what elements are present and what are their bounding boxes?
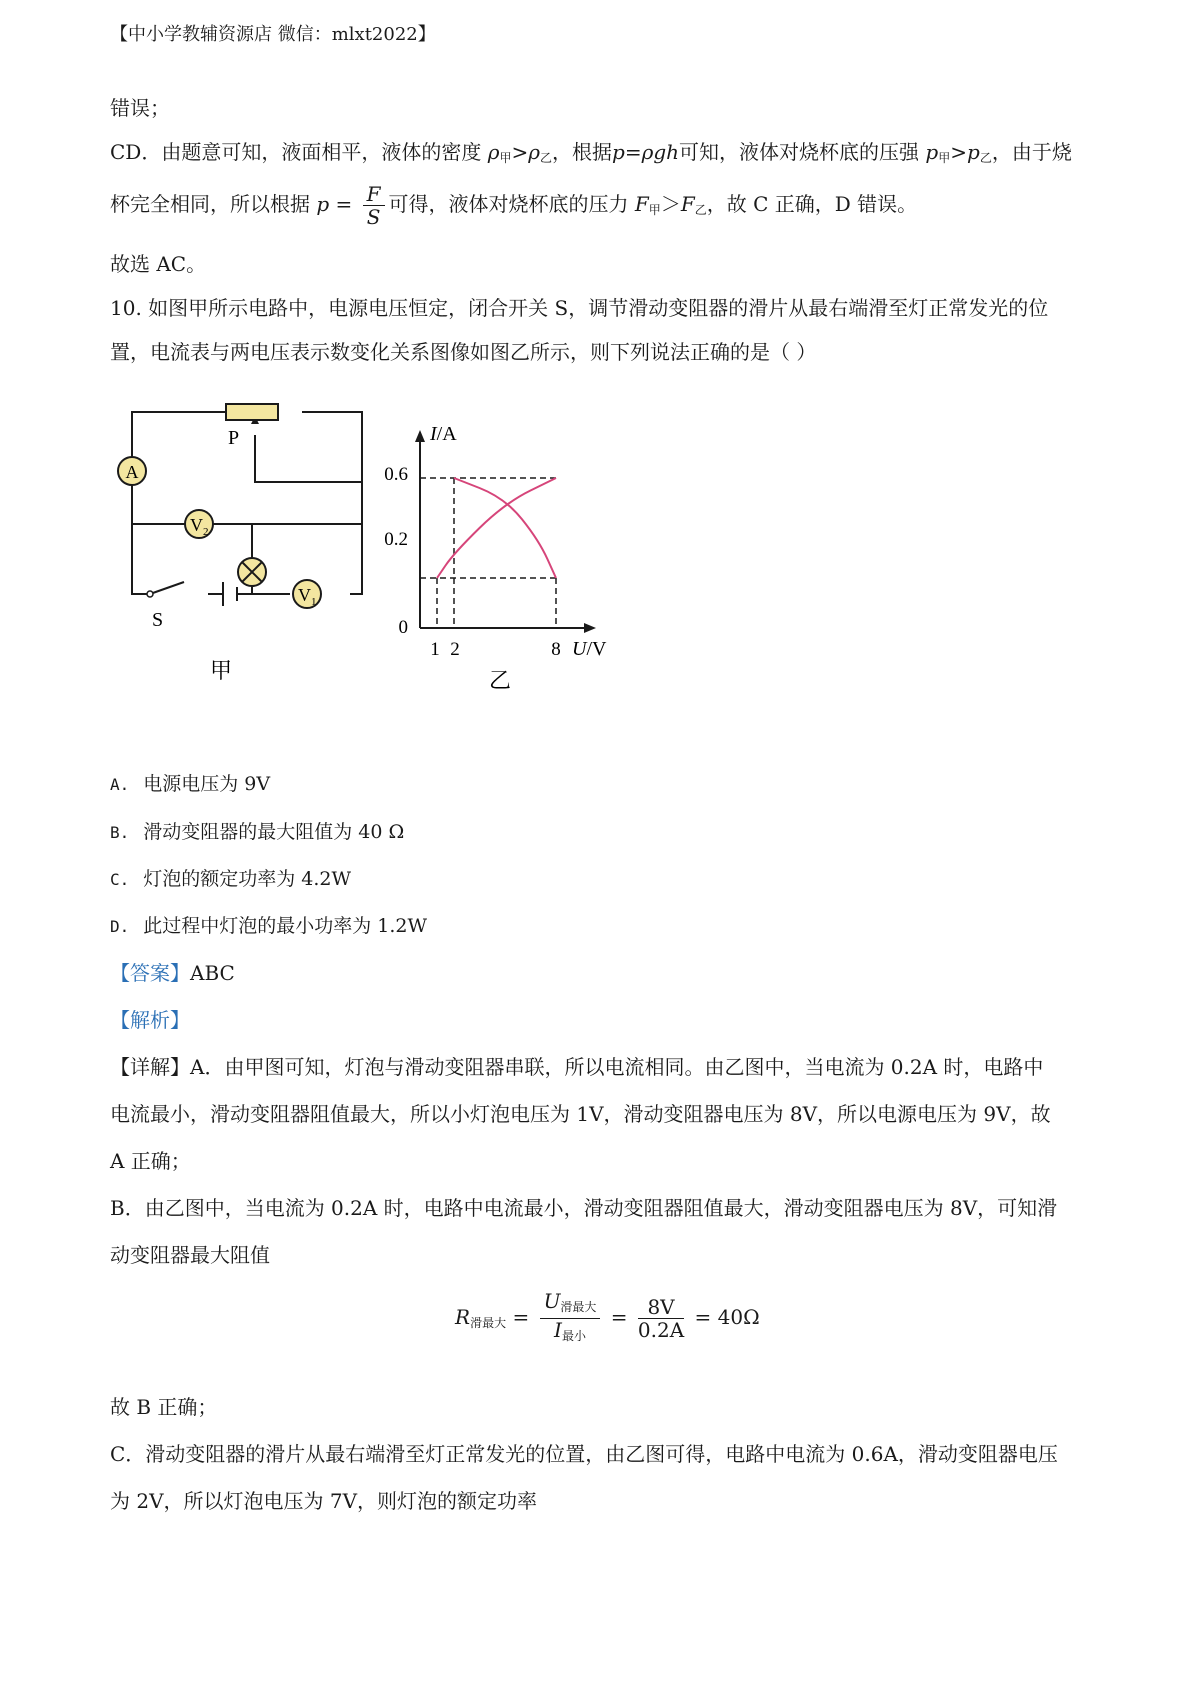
pressure-formula: p=ρgh xyxy=(612,140,680,164)
text-line: 错误； xyxy=(110,96,170,120)
detail-line: 为 2V，所以灯泡电压为 7V，则灯泡的额定功率 xyxy=(110,1489,538,1513)
option-key: A. xyxy=(110,775,130,794)
gt-symbol: ＞ xyxy=(660,192,681,216)
F-symbol: F xyxy=(634,192,649,216)
subscript: 甲 xyxy=(648,203,661,217)
graph-curve-1 xyxy=(437,478,556,578)
text-segment: ，故 C 正确，D 错误。 xyxy=(706,192,918,216)
v1-label: V xyxy=(298,585,311,605)
denominator xyxy=(540,1319,601,1347)
detail-line: 【详解】A．由甲图可知，灯泡与滑动变阻器串联，所以电流相同。由乙图中，当电流为 0.2A 时，电路中 xyxy=(110,1055,1044,1079)
I-symbol: I xyxy=(554,1318,562,1342)
y-axis-var: I xyxy=(430,423,437,445)
subscript: 乙 xyxy=(540,151,553,165)
eq-symbol: = xyxy=(512,1305,530,1329)
x-axis-var: U xyxy=(572,638,587,660)
circuit-diagram xyxy=(110,400,370,700)
v1-subscript: 1 xyxy=(311,596,317,608)
watermark-header: 【中小学教辅资源店 微信：mlxt2022】 xyxy=(110,24,436,45)
fraction xyxy=(540,1290,601,1347)
analysis-label: 【解析】 xyxy=(110,1008,190,1032)
x-axis-unit: /V xyxy=(586,638,607,660)
x-tick-label: 1 xyxy=(430,639,440,660)
eq-symbol: = xyxy=(329,192,359,216)
U-symbol: U xyxy=(543,1289,561,1313)
subscript: 滑最大 xyxy=(470,1316,507,1330)
text-segment: 可得，液体对烧杯底的压力 xyxy=(388,192,629,216)
option-a xyxy=(110,772,270,797)
p-symbol: p xyxy=(925,140,939,164)
slide-rheostat xyxy=(226,404,278,420)
option-d xyxy=(110,914,427,939)
text-line xyxy=(110,182,917,232)
p-symbol: p xyxy=(316,192,330,216)
text-segment: ，根据 xyxy=(552,140,613,164)
detail-line: A 正确； xyxy=(110,1149,191,1173)
subscript: 最小 xyxy=(561,1329,586,1343)
detail-line: 动变阻器最大阻值 xyxy=(110,1243,270,1267)
rho-symbol: ρ xyxy=(487,140,500,164)
text-line xyxy=(110,140,1072,170)
subscript: 滑最大 xyxy=(560,1300,597,1314)
option-b xyxy=(110,820,404,845)
detail-line: C．滑动变阻器的滑片从最右端滑至灯正常发光的位置，由乙图可得，电路中电流为 0.6A，滑动变阻器电压 xyxy=(110,1442,1058,1466)
v2-label: V xyxy=(190,515,203,535)
denominator: S xyxy=(366,205,381,229)
detail-line: 故 B 正确； xyxy=(110,1395,218,1419)
F-symbol: F xyxy=(680,192,695,216)
slider-label: P xyxy=(228,427,240,449)
answer-label: 【答案】 xyxy=(110,961,190,985)
R-symbol: R xyxy=(455,1305,471,1329)
denominator: 0.2A xyxy=(637,1318,685,1342)
numerator: F xyxy=(363,183,385,206)
gt-symbol: > xyxy=(950,140,967,164)
resistance-formula xyxy=(455,1290,760,1347)
graph-caption: 乙 xyxy=(488,668,512,693)
detail-line: 电流最小，滑动变阻器阻值最大，所以小灯泡电压为 1V，滑动变阻器电压为 8V，所以电源电压为 9V，故 xyxy=(110,1102,1051,1126)
y-axis-unit: /A xyxy=(436,423,457,445)
option-text: 电源电压为 9V xyxy=(143,773,271,795)
question-text: 置，电流表与两电压表示数变化关系图像如图乙所示，则下列说法正确的是（ ） xyxy=(110,340,817,364)
subscript: 乙 xyxy=(979,151,992,165)
y-tick-label: 0.2 xyxy=(384,529,408,550)
y-tick-label: 0 xyxy=(398,617,408,638)
subscript: 甲 xyxy=(499,151,512,165)
option-text: 滑动变阻器的最大阻值为 40 Ω xyxy=(143,821,405,843)
numerator xyxy=(540,1290,601,1319)
fraction xyxy=(363,183,385,228)
graph-curve-2 xyxy=(454,478,556,578)
diagram-caption: 甲 xyxy=(210,658,233,683)
question-text: 10. 如图甲所示电路中，电源电压恒定，闭合开关 S，调节滑动变阻器的滑片从最右端滑至灯正常发光的位 xyxy=(110,296,1049,320)
v2-subscript: 2 xyxy=(203,526,209,538)
option-key: B. xyxy=(110,823,130,842)
y-axis-label xyxy=(429,423,457,445)
option-c xyxy=(110,867,351,892)
option-key: C. xyxy=(110,870,130,889)
text-segment: ，由于烧 xyxy=(991,140,1072,164)
x-tick-label: 8 xyxy=(551,639,561,660)
iu-graph xyxy=(370,410,660,700)
x-tick-label: 2 xyxy=(450,639,460,660)
text-segment: CD．由题意可知，液面相平，液体的密度 xyxy=(110,140,482,164)
subscript: 甲 xyxy=(938,151,951,165)
switch-label: S xyxy=(152,609,164,631)
fraction xyxy=(638,1296,684,1341)
answer-value: ABC xyxy=(190,961,235,985)
text-line: 故选 AC。 xyxy=(110,252,207,276)
detail-line: B．由乙图中，当电流为 0.2A 时，电路中电流最小，滑动变阻器阻值最大，滑动变阻器电压为 8V，可知滑 xyxy=(110,1196,1058,1220)
gt-symbol: > xyxy=(511,140,529,164)
option-key: D. xyxy=(110,917,130,936)
numerator: 8V xyxy=(638,1296,684,1319)
ammeter-label: A xyxy=(125,462,139,482)
eq-symbol: = xyxy=(610,1305,628,1329)
text-segment: 杯完全相同，所以根据 xyxy=(110,192,310,216)
option-text: 灯泡的额定功率为 4.2W xyxy=(143,868,352,890)
result: = 40Ω xyxy=(694,1305,760,1329)
rho-symbol: ρ xyxy=(528,140,541,164)
subscript: 乙 xyxy=(694,203,707,217)
answer-line xyxy=(110,961,235,985)
option-text: 此过程中灯泡的最小功率为 1.2W xyxy=(143,915,428,937)
text-segment: 可知，液体对烧杯底的压强 xyxy=(679,140,920,164)
p-symbol: p xyxy=(967,140,980,164)
y-tick-label: 0.6 xyxy=(384,464,408,485)
x-axis-label xyxy=(572,638,607,660)
